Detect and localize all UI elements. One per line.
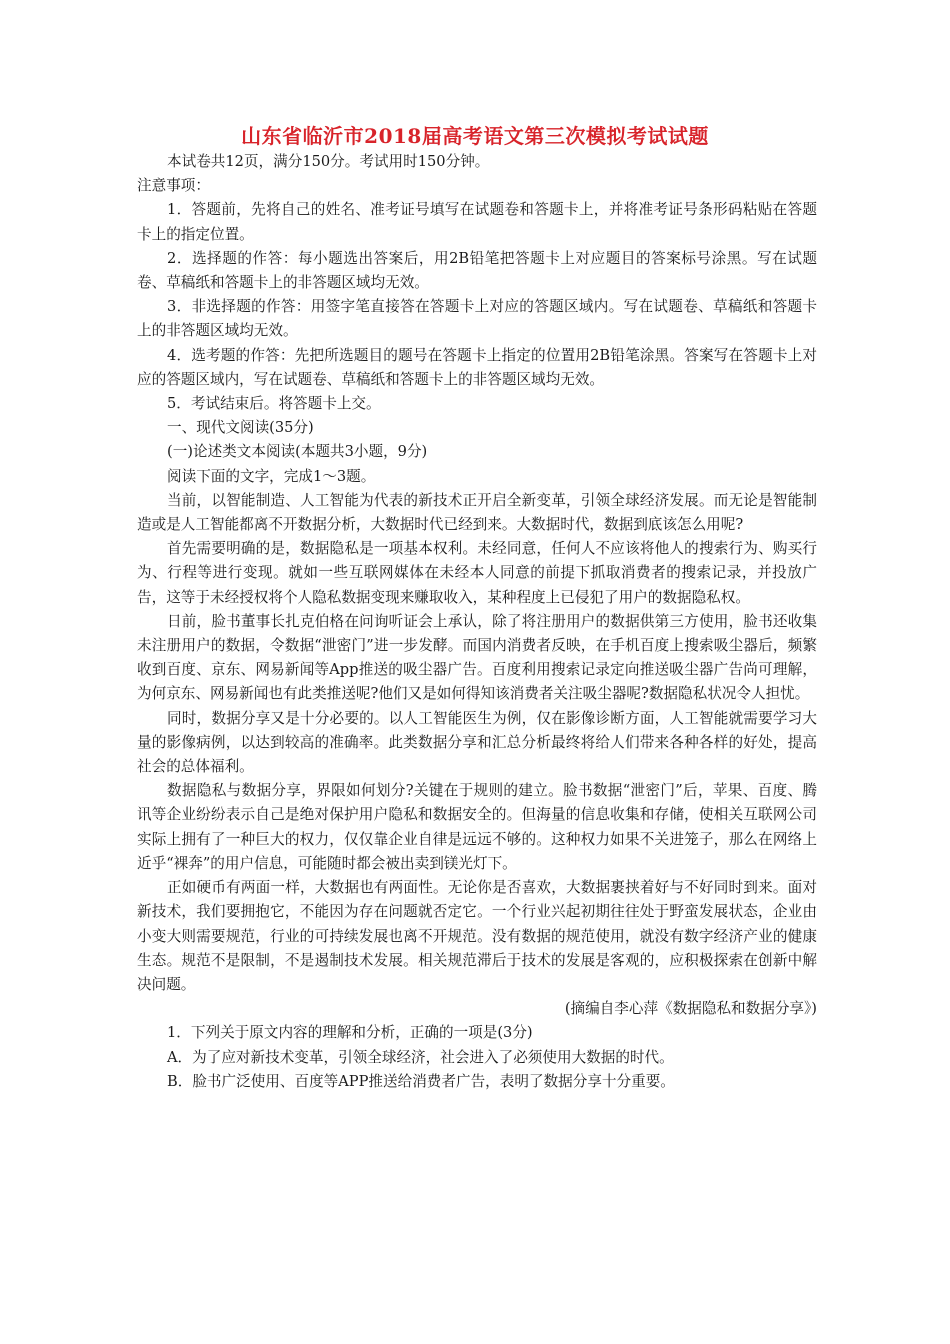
article-paragraph: 同时，数据分享又是十分必要的。以人工智能医生为例，仅在影像诊断方面，人工智能就需要学习大量的影像病例，以达到较高的准确率。此类数据分享和汇总分析最终将给人们带来各种各样的好处，提高社会的总体福利。 xyxy=(137,709,817,776)
notice-item: 3．非选择题的作答：用签字笔直接答在答题卡上对应的答题区域内。写在试题卷、草稿纸和答题卡上的非答题区域均无效。 xyxy=(137,298,817,340)
article-paragraph: 数据隐私与数据分享，界限如何划分?关键在于规则的建立。脸书数据“泄密门”后，苹果、百度、腾讯等企业纷纷表示自己是绝对保护用户隐私和数据安全的。但海量的信息收集和存储，使相关互联网公司实际上拥有了一种巨大的权力，仅仅靠企业自律是远远不够的。这种权力如果不关进笼子，那么在网络上近乎“裸奔”的用户信息，可能随时都会被出卖到镁光灯下。 xyxy=(137,782,817,872)
subsection-heading: (一)论述类文本阅读(本题共3小题，9分) xyxy=(167,443,428,461)
section-heading: 一、现代文阅读(35分) xyxy=(167,419,314,437)
article-paragraph: 当前，以智能制造、人工智能为代表的新技术正开启全新变革，引领全球经济发展。而无论是智能制造或是人工智能都离不开数据分析，大数据时代已经到来。大数据时代，数据到底该怎么用呢? xyxy=(137,491,817,534)
document-title: 山东省临沂市2018届高考语文第三次模拟考试试题 xyxy=(241,124,709,148)
notice-item: 2．选择题的作答：每小题选出答案后，用2B铅笔把答题卡上对应题目的答案标号涂黑。写在试题卷、草稿纸和答题卡上的非答题区域均无效。 xyxy=(137,249,817,292)
article-source: (摘编自李心萍《数据隐私和数据分享》) xyxy=(564,1000,817,1018)
notice-item: 1．答题前，先将自己的姓名、准考证号填写在试题卷和答题卡上，并将准考证号条形码粘贴在答题卡上的指定位置。 xyxy=(137,201,817,243)
document-body xyxy=(137,150,817,1094)
notice-item: 5．考试结束后。将答题卡上交。 xyxy=(167,395,381,413)
reading-instruction: 阅读下面的文字，完成1～3题。 xyxy=(167,467,376,485)
notice-header: 注意事项： xyxy=(137,177,210,195)
article-paragraph: 日前，脸书董事长扎克伯格在问询听证会上承认，除了将注册用户的数据供第三方使用，脸书还收集未注册用户的数据，令数据“泄密门”进一步发酵。而国内消费者反映，在手机百度上搜索吸尘器后，频繁收到百度、京东、网易新闻等App推送的吸尘器广告。百度利用搜索记录定向推送吸尘器广告尚可理解，为何京东、网易新闻也有此类推送呢?他们又是如何得知该消费者关注吸尘器呢?数据隐私状况令人担忧。 xyxy=(137,612,817,703)
exam-intro: 本试卷共12页，满分150分。考试用时150分钟。 xyxy=(167,153,490,170)
answer-option: B．脸书广泛使用、百度等APP推送给消费者广告，表明了数据分享十分重要。 xyxy=(167,1072,675,1090)
question-stem: 1．下列关于原文内容的理解和分析，正确的一项是(3分) xyxy=(167,1024,533,1042)
article-paragraph: 正如硬币有两面一样，大数据也有两面性。无论你是否喜欢，大数据裹挟着好与不好同时到来。面对新技术，我们要拥抱它，不能因为存在问题就否定它。一个行业兴起初期往往处于野蛮发展状态，企业由小变大则需要规范，行业的可持续发展也离不开规范。没有数据的规范使用，就没有数字经济产业的健康生态。规范不是限制，不是遏制技术发展。相关规范滞后于技术的发展是客观的，应积极探索在创新中解决问题。 xyxy=(137,879,817,993)
answer-option: A．为了应对新技术变革，引领全球经济，社会进入了必须使用大数据的时代。 xyxy=(167,1048,674,1066)
notice-item: 4．选考题的作答：先把所选题目的题号在答题卡上指定的位置用2B铅笔涂黑。答案写在答题卡上对应的答题区域内，写在试题卷、草稿纸和答题卡上的非答题区域均无效。 xyxy=(137,346,817,388)
article-paragraph: 首先需要明确的是，数据隐私是一项基本权利。未经同意，任何人不应该将他人的搜索行为、购买行为、行程等进行变现。就如一些互联网媒体在未经本人同意的前提下抓取消费者的搜索记录，并投放广告，这等于未经授权将个人隐私数据变现来赚取收入，某种程度上已侵犯了用户的数据隐私权。 xyxy=(137,540,817,606)
